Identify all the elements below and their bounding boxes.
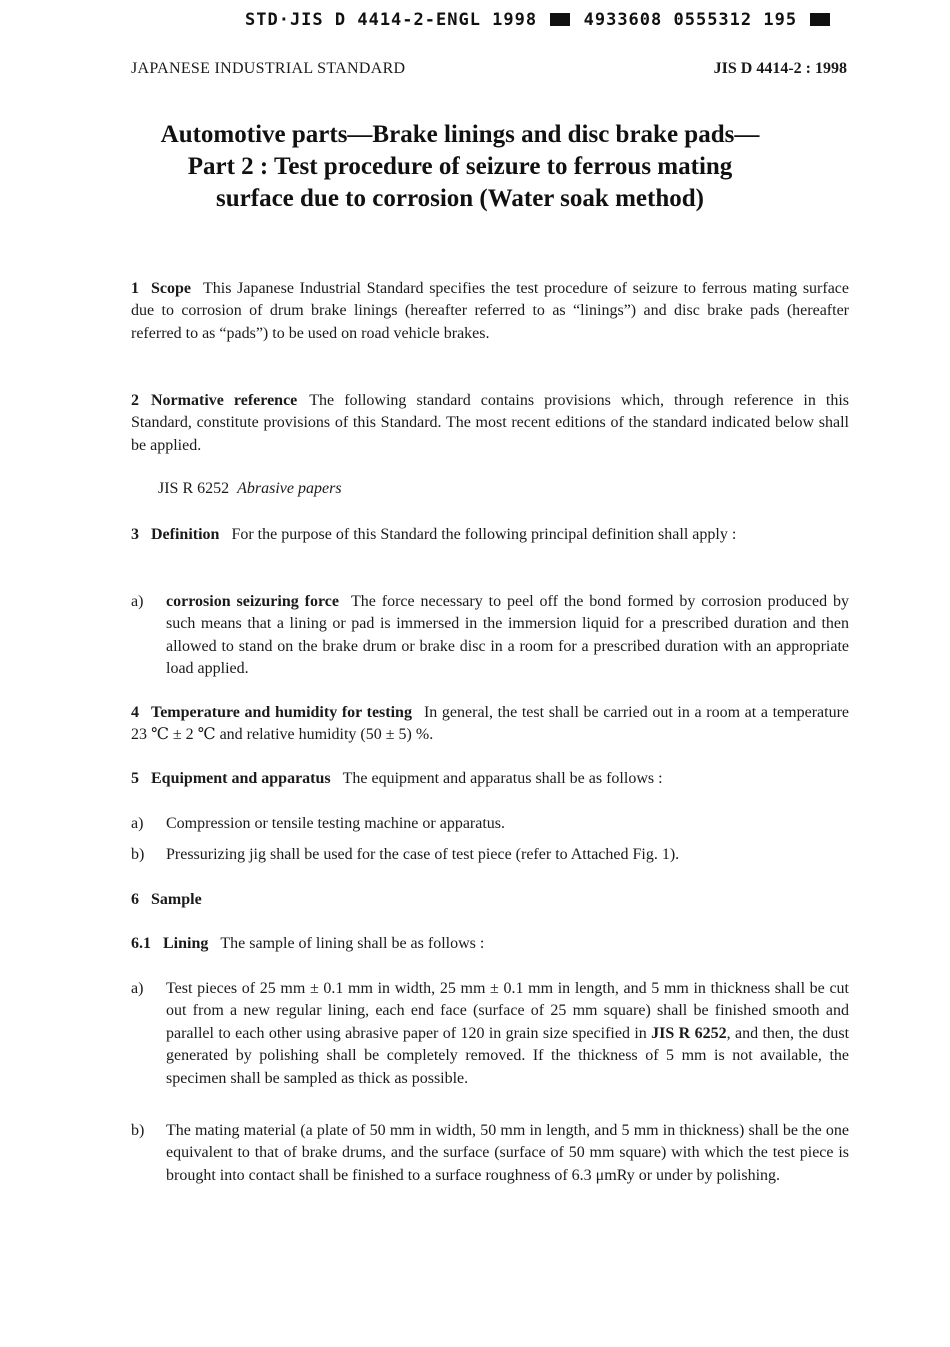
item-label: a) [131,980,144,997]
item-label: b) [131,1122,145,1139]
section-heading: Definition [151,526,220,543]
section-2-normative-reference [131,390,849,457]
definition-item-a [131,591,849,681]
section-number: 4 [131,704,139,721]
section-5-equipment [131,768,849,790]
section-text: The equipment and apparatus shall be as follows : [342,770,663,787]
item-label: a) [131,593,144,610]
section-heading: Scope [151,280,191,297]
section-1-scope [131,278,849,345]
section-number: 6 [131,891,139,908]
header-standard-label: JAPANESE INDUSTRIAL STANDARD [131,60,406,77]
section-4-temperature-humidity [131,702,849,747]
reference-code: JIS R 6252 [158,480,230,497]
equipment-item-b [131,844,849,866]
section-text: In general, the test shall be carried out in a room at a temperature 23 ℃ ± 2 ℃ and relative humidity (50 ± 5) %. [131,704,849,744]
stamp-text-1: STD·JIS D 4414-2-ENGL 1998 [245,10,538,30]
equipment-item-a [131,813,849,835]
reference-title: Abrasive papers [237,480,342,497]
stamp-text-2: 4933608 0555312 195 [583,10,798,30]
section-number: 6.1 [131,935,151,952]
item-text-part-1: Test pieces of 25 mm ± 0.1 mm in width, 25 mm ± 0.1 mm in length, and 5 mm in thickness shall be cut out from a new regular lining, each end face (surface of 25 mm square) shall be finished smooth and parallel to each other using abrasive paper of 120 in grain size specified in [166,980,849,1042]
section-text: This Japanese Industrial Standard specifies the test procedure of seizure to ferrous mating surface due to corrosion of drum brake linings (hereafter referred to as “linings”) and disc brake pads (hereafter referred to as “pads”) to be used on road vehicle brakes. [131,280,849,342]
section-number: 1 [131,280,139,297]
header-standard-number: JIS D 4414-2 : 1998 [713,60,847,77]
section-heading: Temperature and humidity for testing [151,704,412,721]
section-6-sample [131,889,849,911]
item-label: b) [131,846,145,863]
document-stamp [245,10,845,30]
title-line-3: surface due to corrosion (Water soak method) [216,185,704,212]
section-3-definition [131,524,849,546]
section-heading: Normative reference [151,392,298,409]
section-6-1-lining [131,933,849,955]
section-heading: Lining [163,935,209,952]
stamp-block-1 [550,13,570,26]
section-heading: Equipment and apparatus [151,770,331,787]
definition-text: The force necessary to peel off the bond formed by corrosion produced by such means that a lining or pad is immersed in the immersion liquid for a prescribed duration and then allowed to stand on the brake drum or brake disc in a room for a prescribed duration with an appropriate load applied. [166,593,850,678]
item-text-part-2: , and then, the dust generated by polishing shall be completely removed. If the thickness of 5 mm is not available, the specimen shall be sampled as thick as possible. [166,1024,850,1087]
item-text: Pressurizing jig shall be used for the case of test piece (refer to Attached Fig. 1). [166,846,680,863]
section-heading: Sample [151,891,202,908]
title-line-2: Part 2 : Test procedure of seizure to ferrous mating [187,153,733,180]
definition-term: corrosion seizuring force [166,593,339,610]
item-label: a) [131,815,144,832]
title-line-1: Automotive parts—Brake linings and disc brake pads— [160,121,760,148]
section-text: The sample of lining shall be as follows : [220,935,485,952]
section-number: 3 [131,526,139,543]
page-title [0,119,950,215]
section-text: For the purpose of this Standard the following principal definition shall apply : [231,526,737,543]
item-text: Compression or tensile testing machine or apparatus. [166,815,506,832]
normative-reference-entry [158,480,342,498]
lining-item-b [131,1120,849,1187]
section-number: 5 [131,770,139,787]
lining-item-a [131,978,849,1090]
stamp-block-2 [810,13,830,26]
section-text: The following standard contains provisions which, through reference in this Standard, constitute provisions of this Standard. The most recent editions of the standard indicated below shall be applied. [131,392,850,454]
section-number: 2 [131,392,139,409]
item-text: The mating material (a plate of 50 mm in width, 50 mm in length, and 5 mm in thickness) shall be the one equivalent to that of brake drums, and the surface (surface of 50 mm square) with which the test piece is brought into contact shall be finished to a surface roughness of 6.3 μmRy or under by polishing. [166,1122,849,1184]
item-standard-reference: JIS R 6252 [651,1024,727,1042]
